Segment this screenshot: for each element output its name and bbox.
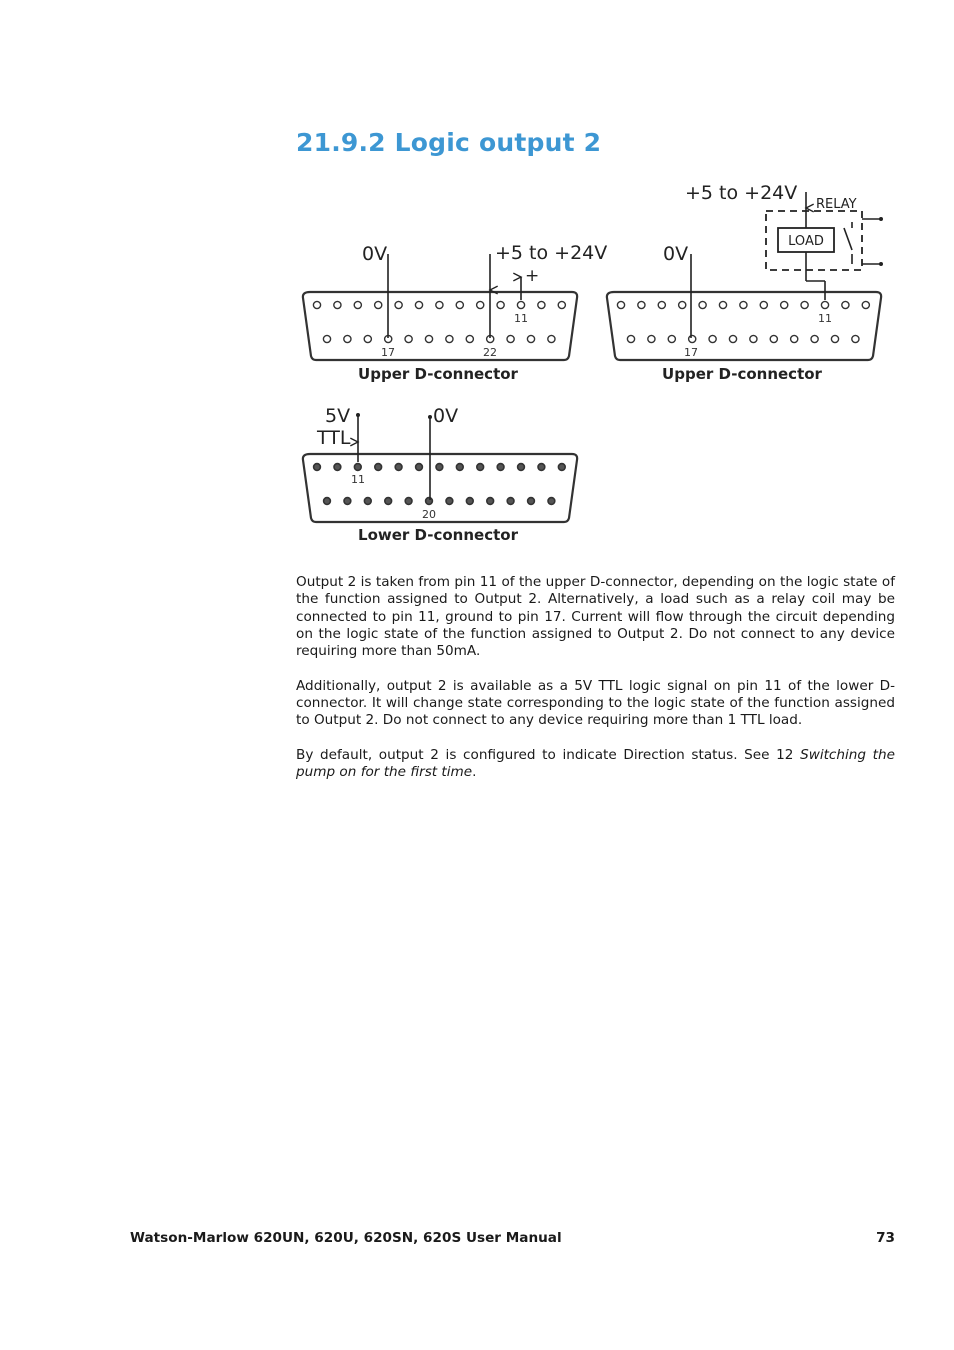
- connector-pin: [405, 335, 412, 342]
- cross-reference-link: Switching the pump on for the first time: [296, 746, 895, 781]
- connector-pin: [548, 498, 555, 505]
- connector-pin: [436, 301, 443, 308]
- relay-terminal: [879, 217, 883, 221]
- connector-pin: [426, 498, 433, 505]
- connector-pin: [354, 301, 361, 308]
- connector-pin: [416, 464, 423, 471]
- connector-pin: [354, 464, 361, 471]
- connector-pin: [852, 335, 859, 342]
- connector-pin: [364, 335, 371, 342]
- paragraph-output-pin: Output 2 is taken from pin 11 of the upper D-connector, depending on the logic state of the function assigned to Output 2. Alternatively, a load such as a relay coil may be connected to pin 11, ground to pin 17. Current will flow through the circuit depending on the logic state of the function assigned to Output 2. Do not connect to any device requiring more than 50mA.: [296, 574, 895, 660]
- connector-pin: [668, 335, 675, 342]
- connector-pin: [770, 335, 777, 342]
- paragraph-text-end: .: [472, 764, 477, 781]
- connector-pin: [344, 498, 351, 505]
- connector-caption: Upper D-connector: [358, 365, 518, 383]
- label-plus: +: [525, 266, 540, 286]
- connector-pin: [699, 301, 706, 308]
- label-supply: +5 to +24V: [495, 242, 608, 264]
- label-ttl: TTL: [317, 427, 351, 449]
- page-footer: [130, 1230, 895, 1250]
- connector-pin: [648, 335, 655, 342]
- connector-pin: [518, 464, 525, 471]
- connector-pin: [466, 498, 473, 505]
- label-load: LOAD: [788, 234, 824, 249]
- connector-pin: [527, 335, 534, 342]
- label-relay: RELAY: [816, 197, 857, 212]
- connector-pin: [627, 335, 634, 342]
- connector-pin: [395, 301, 402, 308]
- pin-row-top: [314, 464, 566, 471]
- connector-pin: [729, 335, 736, 342]
- connector-pin: [548, 335, 555, 342]
- paragraph-ttl-signal: Additionally, output 2 is available as a 5V TTL logic signal on pin 11 of the lower D-connector. It will change state corresponding to the logic state of the function assigned to Output 2. Do not connect to any device requiring more than 1 TTL load.: [296, 677, 895, 729]
- connector-pin: [487, 498, 494, 505]
- label-supply: +5 to +24V: [685, 182, 798, 204]
- connector-pin: [497, 301, 504, 308]
- section-heading: 21.9.2 Logic output 2: [296, 128, 602, 157]
- connector-pin: [517, 301, 524, 308]
- pin-number-11: 11: [818, 312, 832, 325]
- paragraph-default-config: [296, 747, 895, 782]
- label-0v: 0V: [362, 243, 388, 265]
- connector-pin: [344, 335, 351, 342]
- connector-pin: [375, 301, 382, 308]
- connector-pin: [750, 335, 757, 342]
- connector-pin: [791, 335, 798, 342]
- connector-caption: Upper D-connector: [662, 365, 822, 383]
- label-5v: 5V: [325, 405, 351, 427]
- connector-pin: [405, 498, 412, 505]
- connector-pin: [364, 498, 371, 505]
- connector-pin: [446, 335, 453, 342]
- connector-pin: [862, 301, 869, 308]
- connector-pin: [375, 464, 382, 471]
- connector-pin: [617, 301, 624, 308]
- connector-pin: [842, 301, 849, 308]
- connector-pin: [395, 464, 402, 471]
- connector-pin: [679, 301, 686, 308]
- connector-pin: [324, 498, 331, 505]
- pin-row-bottom: [324, 498, 555, 505]
- pin-number-11: 11: [514, 312, 528, 325]
- connector-pin: [558, 464, 565, 471]
- connector-pin: [477, 301, 484, 308]
- connector-pin: [385, 498, 392, 505]
- pin-number-22: 22: [483, 346, 497, 359]
- connector-pin: [415, 301, 422, 308]
- relay-terminal: [879, 262, 883, 266]
- connector-pin: [528, 498, 535, 505]
- connector-pin: [658, 301, 665, 308]
- connector-pin: [709, 335, 716, 342]
- connector-pin: [801, 301, 808, 308]
- pin-row-bottom: [627, 335, 859, 342]
- relay-switch: [844, 228, 852, 250]
- connector-pin: [334, 301, 341, 308]
- body-text: [296, 574, 895, 799]
- pin-number-11: 11: [351, 473, 365, 486]
- connector-pin: [323, 335, 330, 342]
- pin-number-17: 17: [381, 346, 395, 359]
- connector-pin: [638, 301, 645, 308]
- connector-pin: [831, 335, 838, 342]
- upper-right-connector-diagram: [607, 182, 883, 383]
- connector-pin: [314, 464, 321, 471]
- connector-pin: [446, 498, 453, 505]
- connector-pin: [456, 301, 463, 308]
- connector-pin: [760, 301, 767, 308]
- connector-pin: [538, 301, 545, 308]
- connector-pin: [313, 301, 320, 308]
- connector-pin: [740, 301, 747, 308]
- footer-manual-title: Watson-Marlow 620UN, 620U, 620SN, 620S User Manual: [130, 1230, 562, 1246]
- connector-pin: [425, 335, 432, 342]
- label-0v: 0V: [433, 405, 459, 427]
- connector-pin: [689, 335, 696, 342]
- connector-pin: [821, 301, 828, 308]
- pin-row-bottom: [323, 335, 555, 342]
- connector-pin: [558, 301, 565, 308]
- pin-number-20: 20: [422, 508, 436, 521]
- connector-pin: [456, 464, 463, 471]
- connector-pin: [334, 464, 341, 471]
- pin-row-top: [313, 301, 565, 308]
- lower-connector-diagram: [303, 405, 577, 544]
- connector-caption: Lower D-connector: [358, 526, 518, 544]
- connector-pin: [466, 335, 473, 342]
- connector-pin: [477, 464, 484, 471]
- connector-pin: [538, 464, 545, 471]
- paragraph-text: By default, output 2 is configured to indicate Direction status. See 12: [296, 746, 801, 763]
- wiring-diagrams: [296, 176, 896, 548]
- connector-pin: [507, 498, 514, 505]
- label-0v: 0V: [663, 243, 689, 265]
- pin-row-top: [617, 301, 869, 308]
- connector-pin: [507, 335, 514, 342]
- footer-page-number: 73: [876, 1230, 895, 1246]
- connector-pin: [719, 301, 726, 308]
- connector-pin: [436, 464, 443, 471]
- connector-pin: [811, 335, 818, 342]
- connector-pin: [497, 464, 504, 471]
- upper-left-connector-diagram: [303, 242, 607, 383]
- pin-number-17: 17: [684, 346, 698, 359]
- connector-pin: [781, 301, 788, 308]
